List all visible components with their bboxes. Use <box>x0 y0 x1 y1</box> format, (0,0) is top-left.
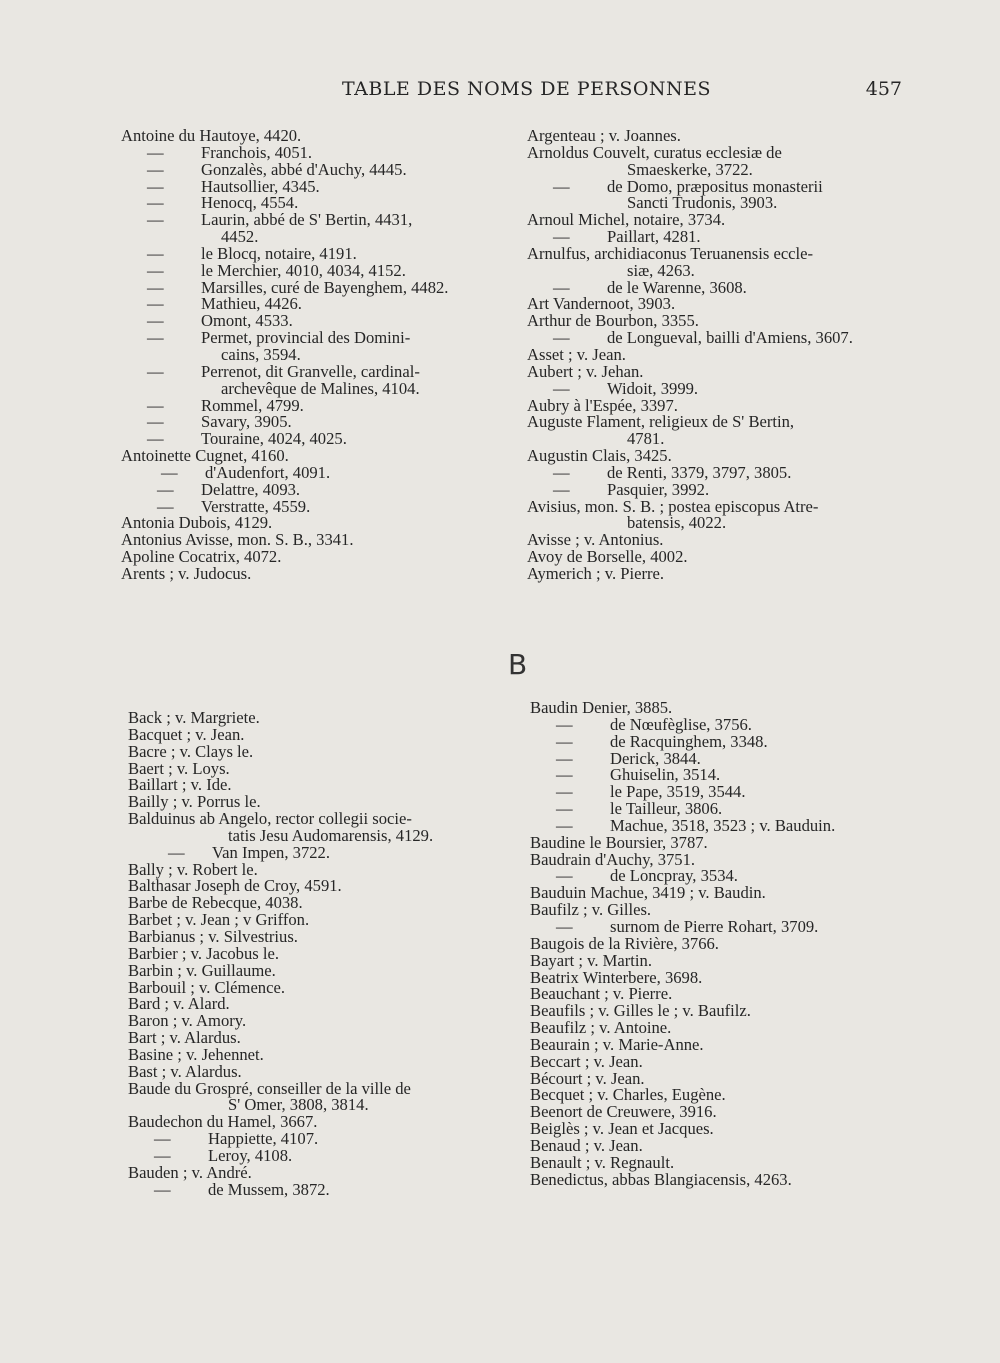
continuation-dash: — <box>553 462 570 482</box>
continuation-dash: — <box>154 1145 171 1165</box>
continuation-dash: — <box>556 714 573 734</box>
index-entry <box>121 378 501 398</box>
continuation-dash: — <box>553 176 570 196</box>
index-entry-text: Augustin Clais, 3425. <box>527 446 672 466</box>
index-column-a-right <box>527 128 907 583</box>
index-entry-text: 4781. <box>627 429 665 449</box>
index-entry-text: Bart ; v. Alardus. <box>128 1028 241 1048</box>
index-entry-text: Antoinette Cugnet, 4160. <box>121 446 289 466</box>
index-entry <box>121 479 501 499</box>
index-entry-text: Baert ; v. Loys. <box>128 758 230 778</box>
continuation-dash: — <box>147 159 164 179</box>
index-entry-text: Argenteau ; v. Joannes. <box>527 126 681 145</box>
index-entry-text: Perrenot, dit Granvelle, cardinal- <box>201 361 420 381</box>
index-entry-text: cains, 3594. <box>221 344 301 364</box>
index-entry <box>527 212 907 229</box>
index-entry-text: S' Omer, 3808, 3814. <box>228 1095 369 1115</box>
index-entry-text: Bauden ; v. André. <box>128 1162 252 1182</box>
index-entry <box>527 361 907 381</box>
index-entry-text: Antoine du Hautoye, 4420. <box>121 126 302 145</box>
continuation-dash: — <box>147 395 164 415</box>
continuation-dash: — <box>147 260 164 280</box>
continuation-dash: — <box>556 866 573 886</box>
index-entry-text: Sancti Trudonis, 3903. <box>627 193 778 213</box>
index-entry-text: Baillart ; v. Ide. <box>128 775 232 795</box>
index-entry-text: Baudechon du Hamel, 3667. <box>128 1112 318 1132</box>
index-entry <box>121 176 501 196</box>
index-entry-text: Auguste Flament, religieux de S' Bertin, <box>527 412 795 432</box>
index-entry-text: Barbe de Rebecque, 4038. <box>128 893 303 913</box>
index-entry <box>530 731 910 751</box>
page-header <box>0 78 1000 108</box>
index-entry-text: Smaeskerke, 3722. <box>627 159 753 179</box>
continuation-dash: — <box>147 176 164 196</box>
index-entry-text: Hautsollier, 4345. <box>201 176 320 196</box>
index-entry-text: de Nœufèglise, 3756. <box>610 714 752 734</box>
index-entry-text: Barbianus ; v. Silvestrius. <box>128 926 298 946</box>
index-entry-text: Baron ; v. Amory. <box>128 1011 247 1031</box>
index-entry <box>121 563 501 583</box>
page-number: 457 <box>865 78 902 100</box>
index-entry-text: Touraine, 4024, 4025. <box>201 429 347 449</box>
index-entry <box>128 1131 508 1148</box>
index-entry-text: Leroy, 4108. <box>208 1145 293 1165</box>
continuation-dash: — <box>553 479 570 499</box>
index-entry-text: Benault ; v. Regnault. <box>530 1152 675 1172</box>
index-entry-text: le Tailleur, 3806. <box>610 799 723 819</box>
continuation-dash: — <box>556 748 573 768</box>
index-entry-text: Asset ; v. Jean. <box>527 344 626 364</box>
index-entry-text: Laurin, abbé de S' Bertin, 4431, <box>201 210 413 230</box>
index-entry-text: Barbier ; v. Jacobus le. <box>128 943 279 963</box>
index-entry-text: Avoy de Borselle, 4002. <box>527 547 688 567</box>
continuation-dash: — <box>553 378 570 398</box>
index-entry-text: Balduinus ab Angelo, rector collegii socie- <box>128 809 412 829</box>
index-entry <box>530 950 910 970</box>
index-entry-text: Mathieu, 4426. <box>201 294 302 314</box>
index-entry-text: Beiglès ; v. Jean et Jacques. <box>530 1119 714 1139</box>
index-entry <box>121 462 501 482</box>
index-entry-text: le Blocq, notaire, 4191. <box>201 243 357 263</box>
index-entry-text: Derick, 3844. <box>610 748 701 768</box>
index-entry-text: Becquet ; v. Charles, Eugène. <box>530 1085 726 1105</box>
index-entry-text: Avisse ; v. Antonius. <box>527 530 664 550</box>
index-entry-text: Barbin ; v. Guillaume. <box>128 960 276 980</box>
continuation-dash: — <box>147 243 164 263</box>
index-entry-text: Franchois, 4051. <box>201 142 313 162</box>
index-entry-text: Arthur de Bourbon, 3355. <box>527 311 699 331</box>
continuation-dash: — <box>157 496 174 516</box>
index-entry-text: Marsilles, curé de Bayenghem, 4482. <box>201 277 449 297</box>
index-entry-text: de Racquinghem, 3348. <box>610 731 768 751</box>
index-entry-text: Baudrain d'Auchy, 3751. <box>530 849 696 869</box>
index-entry-text: Aymerich ; v. Pierre. <box>527 563 665 583</box>
continuation-dash: — <box>147 193 164 213</box>
index-entry <box>527 563 907 583</box>
index-entry-text: Bally ; v. Robert le. <box>128 859 258 879</box>
continuation-dash: — <box>147 210 164 230</box>
index-entry-text: Barbet ; v. Jean ; v Griffon. <box>128 910 310 930</box>
index-entry-text: de Loncpray, 3534. <box>610 866 738 886</box>
index-entry-text: Bacre ; v. Clays le. <box>128 741 254 761</box>
index-entry-text: Barbouil ; v. Clémence. <box>128 977 285 997</box>
continuation-dash: — <box>154 1179 171 1199</box>
index-entry-text: Benedictus, abbas Blangiacensis, 4263. <box>530 1169 792 1189</box>
index-entry-text: batensis, 4022. <box>627 513 727 533</box>
index-entry-text: Beaufilz ; v. Antoine. <box>530 1018 672 1038</box>
index-column-b-right <box>530 700 910 1188</box>
index-entry-text: Arnoldus Couvelt, curatus ecclesiæ de <box>527 142 782 162</box>
index-entry-text: Happiette, 4107. <box>208 1129 319 1149</box>
index-entry-text: Avisius, mon. S. B. ; postea episcopus Atre- <box>527 496 819 516</box>
index-entry-text: Basine ; v. Jehennet. <box>128 1044 264 1064</box>
index-entry <box>121 330 501 347</box>
index-entry <box>128 741 508 761</box>
index-entry-text: Bast ; v. Alardus. <box>128 1061 242 1081</box>
continuation-dash: — <box>147 429 164 449</box>
index-entry <box>121 395 501 415</box>
index-entry-text: surnom de Pierre Rohart, 3709. <box>610 916 819 936</box>
index-entry <box>121 159 501 179</box>
index-entry-text: Paillart, 4281. <box>607 227 701 247</box>
continuation-dash: — <box>553 227 570 247</box>
index-entry-text: Arnoul Michel, notaire, 3734. <box>527 210 726 230</box>
continuation-dash: — <box>553 277 570 297</box>
index-entry-text: Aubert ; v. Jehan. <box>527 361 644 381</box>
index-entry-text: Verstratte, 4559. <box>201 496 311 516</box>
index-entry-text: 4452. <box>221 227 259 247</box>
index-column-b-left <box>128 710 508 1198</box>
index-entry-text: Beaufils ; v. Gilles le ; v. Baufilz. <box>530 1001 751 1021</box>
continuation-dash: — <box>147 328 164 348</box>
index-entry-text: Aubry à l'Espée, 3397. <box>527 395 678 415</box>
index-entry-text: Bard ; v. Alard. <box>128 994 230 1014</box>
continuation-dash: — <box>553 328 570 348</box>
index-entry-text: Ghuiselin, 3514. <box>610 765 721 785</box>
index-column-a-left <box>121 128 501 583</box>
index-entry-text: Apoline Cocatrix, 4072. <box>121 547 282 567</box>
index-entry-text: Permet, provincial des Domini- <box>201 328 411 348</box>
continuation-dash: — <box>157 479 174 499</box>
index-entry-text: Machue, 3518, 3523 ; v. Bauduin. <box>610 815 836 835</box>
index-entry <box>527 414 907 431</box>
index-entry-text: Arents ; v. Judocus. <box>121 563 252 583</box>
continuation-dash: — <box>556 765 573 785</box>
index-entry-text: Baudin Denier, 3885. <box>530 698 673 717</box>
continuation-dash: — <box>147 361 164 381</box>
index-entry-text: Balthasar Joseph de Croy, 4591. <box>128 876 342 896</box>
continuation-dash: — <box>556 815 573 835</box>
index-entry-text: Savary, 3905. <box>201 412 292 432</box>
index-entry <box>128 1179 508 1199</box>
index-entry-text: Baude du Grospré, conseiller de la ville de <box>128 1078 411 1098</box>
index-entry-text: Henocq, 4554. <box>201 193 299 213</box>
index-entry-text: Bacquet ; v. Jean. <box>128 724 245 744</box>
index-entry-text: Bécourt ; v. Jean. <box>530 1068 645 1088</box>
index-entry-text: tatis Jesu Audomarensis, 4129. <box>228 825 434 845</box>
continuation-dash: — <box>556 799 573 819</box>
index-entry-text: Antonia Dubois, 4129. <box>121 513 273 533</box>
index-entry <box>128 1114 508 1131</box>
index-entry-text: Rommel, 4799. <box>201 395 304 415</box>
index-entry-text: Omont, 4533. <box>201 311 293 331</box>
index-entry-text: Back ; v. Margriete. <box>128 708 260 727</box>
index-entry <box>527 243 907 263</box>
index-entry-text: Beauchant ; v. Pierre. <box>530 984 673 1004</box>
index-entry-text: Baudine le Boursier, 3787. <box>530 832 708 852</box>
continuation-dash: — <box>556 731 573 751</box>
continuation-dash: — <box>147 277 164 297</box>
index-entry <box>527 159 907 179</box>
index-entry-text: d'Audenfort, 4091. <box>205 462 331 482</box>
index-entry-text: Beatrix Winterbere, 3698. <box>530 967 703 987</box>
index-entry-text: Baugois de la Rivière, 3766. <box>530 933 719 953</box>
index-entry <box>530 748 910 768</box>
index-entry <box>530 1169 910 1189</box>
index-entry-text: le Merchier, 4010, 4034, 4152. <box>201 260 406 280</box>
index-entry-text: Antonius Avisse, mon. S. B., 3341. <box>121 530 354 550</box>
continuation-dash: — <box>161 462 178 482</box>
index-entry <box>121 296 501 313</box>
continuation-dash: — <box>168 842 185 862</box>
index-entry-text: Bauduin Machue, 3419 ; v. Baudin. <box>530 883 766 903</box>
index-entry-text: Art Vandernoot, 3903. <box>527 294 676 314</box>
index-entry-text: de Longueval, bailli d'Amiens, 3607. <box>607 328 853 348</box>
index-entry-text: Beenort de Creuwere, 3916. <box>530 1102 717 1122</box>
continuation-dash: — <box>556 916 573 936</box>
index-entry-text: Baufilz ; v. Gilles. <box>530 900 652 920</box>
continuation-dash: — <box>147 311 164 331</box>
index-entry-text: de Mussem, 3872. <box>208 1179 330 1199</box>
page-title: TABLE DES NOMS DE PERSONNES <box>342 78 712 100</box>
index-entry-text: Benaud ; v. Jean. <box>530 1135 643 1155</box>
index-entry-text: de Domo, præpositus monasterii <box>607 176 823 196</box>
index-entry-text: de Renti, 3379, 3797, 3805. <box>607 462 792 482</box>
index-entry-text: Gonzalès, abbé d'Auchy, 4445. <box>201 159 407 179</box>
continuation-dash: — <box>147 294 164 314</box>
index-entry-text: siæ, 4263. <box>627 260 695 280</box>
index-entry <box>128 960 508 980</box>
index-entry-text: Bayart ; v. Martin. <box>530 950 652 970</box>
index-entry-text: Van Impen, 3722. <box>212 842 330 862</box>
index-entry-text: Arnulfus, archidiaconus Teruanensis eccle- <box>527 243 814 263</box>
continuation-dash: — <box>556 782 573 802</box>
index-entry-text: de le Warenne, 3608. <box>607 277 747 297</box>
index-entry <box>527 462 907 482</box>
index-entry <box>121 277 501 297</box>
index-entry-text: Beccart ; v. Jean. <box>530 1051 643 1071</box>
continuation-dash: — <box>147 412 164 432</box>
index-entry <box>527 378 907 398</box>
index-entry-text: Widoit, 3999. <box>607 378 699 398</box>
continuation-dash: — <box>147 142 164 162</box>
index-entry <box>121 212 501 229</box>
index-entry-text: le Pape, 3519, 3544. <box>610 782 746 802</box>
section-letter: B <box>508 648 528 681</box>
index-entry-text: Beaurain ; v. Marie-Anne. <box>530 1034 704 1054</box>
index-entry-text: archevêque de Malines, 4104. <box>221 378 420 398</box>
index-entry-text: Delattre, 4093. <box>201 479 301 499</box>
index-entry-text: Pasquier, 3992. <box>607 479 710 499</box>
index-entry-text: Bailly ; v. Porrus le. <box>128 792 261 812</box>
continuation-dash: — <box>154 1129 171 1149</box>
